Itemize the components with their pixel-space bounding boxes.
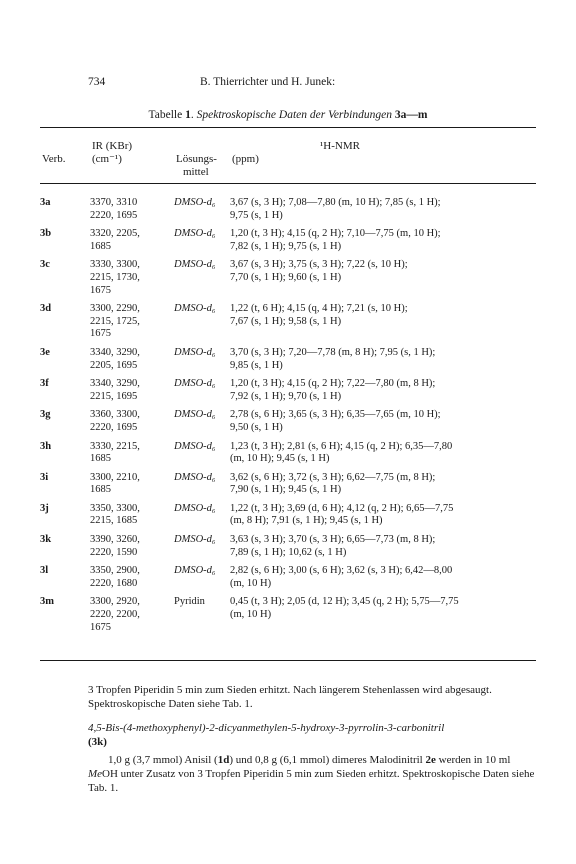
table-row [40, 441, 536, 472]
ir-values: 3370, 3310 2220, 1695 [90, 197, 138, 221]
solvent: Pyridin [174, 596, 205, 608]
nmr-values: 3,70 (s, 3 H); 7,20—7,78 (m, 8 H); 7,95 (s, 1 H); 9,85 (s, 1 H) [230, 346, 436, 371]
table-row [40, 565, 536, 596]
table-row [40, 596, 536, 640]
compound-heading [88, 721, 536, 749]
synthesis-text-1: 1,0 g (3,7 mmol) Anisil ( [108, 754, 218, 766]
nmr-values: 2,78 (s, 6 H); 3,65 (s, 3 H); 6,35—7,65 (m, 10 H); 9,50 (s, 1 H) [230, 409, 441, 433]
spectroscopy-table [40, 197, 536, 640]
ir-values: 3330, 2215, 1685 [90, 440, 140, 465]
synthesis-text-4: OH unter Zusatz von 3 Tropfen Piperidin 5 min zum Sieden erhitzt. Spektroskopische Daten siehe Tab. 1. [88, 768, 535, 794]
synthesis-text-2: ) und 0,8 g (6,1 mmol) dimeres Malodinitril [229, 754, 426, 766]
compound-id: 3k [40, 534, 52, 546]
ir-values: 3350, 3300, 2215, 1685 [90, 502, 140, 527]
ir-values: 3340, 3290, 2205, 1695 [90, 346, 140, 371]
nmr-values: 0,45 (t, 3 H); 2,05 (d, 12 H); 3,45 (q, 2 H); 5,75—7,75 (m, 10 H) [230, 596, 459, 621]
solvent-me: Me [88, 768, 103, 780]
synthesis-text-3: werden in 10 ml [435, 754, 511, 766]
col-head-nmr-2: (ppm) [232, 153, 259, 165]
compound-id: 3j [40, 502, 49, 514]
solvent: DMSO-d₆ [174, 471, 216, 483]
solvent: DMSO-d₆ [174, 346, 216, 358]
caption-dot: . [190, 109, 197, 121]
nmr-values: 3,62 (s, 6 H); 3,72 (s, 3 H); 6,62—7,75 (m, 8 H); 7,90 (s, 1 H); 9,45 (s, 1 H) [230, 471, 436, 496]
col-head-solvent-2: mittel [183, 166, 209, 178]
paragraph-procedure: 3 Tropfen Piperidin 5 min zum Sieden erhitzt. Nach längerem Stehenlassen wird abgesaugt. Spektroskopische Daten siehe Tab. 1. [88, 684, 492, 710]
nmr-values: 3,67 (s, 3 H); 7,08—7,80 (m, 10 H); 7,85 (s, 1 H); 9,75 (s, 1 H) [230, 197, 441, 221]
solvent: DMSO-d₆ [174, 502, 216, 514]
solvent: DMSO-d₆ [174, 409, 216, 421]
solvent: DMSO-d₆ [174, 197, 216, 208]
table-row [40, 503, 536, 534]
nmr-values: 2,82 (s, 6 H); 3,00 (s, 6 H); 3,62 (s, 3 H); 6,42—8,00 (m, 10 H) [230, 565, 453, 589]
table-row [40, 259, 536, 303]
paragraph-synthesis [88, 753, 536, 795]
col-head-nmr-1: ¹H-NMR [320, 140, 360, 152]
table-row [40, 378, 536, 409]
col-head-ir-1: IR (KBr) [92, 140, 133, 152]
compound-id: 3g [40, 409, 51, 421]
solvent: DMSO-d₆ [174, 228, 216, 240]
ir-values: 3300, 2920, 2220, 2200, 1675 [90, 596, 140, 633]
compound-id: 3m [40, 596, 54, 608]
nmr-values: 1,23 (t, 3 H); 2,81 (s, 6 H); 4,15 (q, 2 H); 6,35—7,80 (m, 10 H); 9,45 (s, 1 H) [230, 440, 453, 465]
compound-label: (3k) [88, 736, 107, 748]
ir-values: 3390, 3260, 2220, 1590 [90, 534, 140, 558]
compound-id: 3l [40, 565, 49, 577]
table-row [40, 472, 536, 503]
table-header-rule [40, 183, 536, 184]
nmr-values: 1,20 (t, 3 H); 4,15 (q, 2 H); 7,22—7,80 (m, 8 H); 7,92 (s, 1 H); 9,70 (s, 1 H) [230, 378, 436, 402]
ir-values: 3350, 2900, 2220, 1680 [90, 565, 140, 589]
ir-values: 3330, 3300, 2215, 1730, 1675 [90, 259, 140, 296]
ir-values: 3360, 3300, 2220, 1695 [90, 409, 140, 433]
caption-number: 1 [185, 109, 191, 121]
table-row [40, 197, 536, 228]
nmr-values: 1,22 (t, 3 H); 3,69 (d, 6 H); 4,12 (q, 2 H); 6,65—7,75 (m, 8 H); 7,91 (s, 1 H); 9,45 (s, 1 H) [230, 502, 454, 527]
table-row [40, 228, 536, 259]
compound-id: 3d [40, 303, 52, 315]
compound-id: 3f [40, 378, 49, 390]
table-row [40, 534, 536, 565]
compound-id: 3c [40, 259, 50, 271]
col-head-verb: Verb. [42, 153, 66, 165]
solvent: DMSO-d₆ [174, 378, 216, 390]
table-row [40, 347, 536, 378]
compound-id: 3e [40, 346, 50, 358]
compound-id: 3h [40, 440, 52, 452]
page-number: 734 [88, 76, 106, 88]
compound-name: 4,5-Bis-(4-methoxyphenyl)-2-dicyanmethylen-5-hydroxy-3-pyrrolin-3-carbonitril [88, 722, 445, 734]
solvent: DMSO-d₆ [174, 440, 216, 452]
nmr-values: 3,67 (s, 3 H); 3,75 (s, 3 H); 7,22 (s, 10 H); 7,70 (s, 1 H); 9,60 (s, 1 H) [230, 259, 408, 283]
nmr-values: 1,20 (t, 3 H); 4,15 (q, 2 H); 7,10—7,75 (m, 10 H); 7,82 (s, 1 H); 9,75 (s, 1 H) [230, 228, 441, 252]
solvent: DMSO-d₆ [174, 534, 216, 546]
caption-prefix: Tabelle [148, 109, 186, 121]
nmr-values: 1,22 (t, 6 H); 4,15 (q, 4 H); 7,21 (s, 10 H); 7,67 (s, 1 H); 9,58 (s, 1 H) [230, 303, 408, 327]
compound-ref-1d: 1d [217, 754, 230, 766]
compound-id: 3i [40, 471, 49, 483]
caption-range: 3a—m [394, 109, 428, 121]
ir-values: 3300, 2210, 1685 [90, 471, 140, 496]
ir-values: 3320, 2205, 1685 [90, 228, 140, 252]
compound-ref-2e: 2e [425, 754, 436, 766]
solvent: DMSO-d₆ [174, 565, 216, 577]
table-bottom-rule [40, 660, 536, 661]
compound-id: 3a [40, 197, 51, 208]
table-row [40, 409, 536, 440]
table-row [40, 303, 536, 347]
table-top-rule [40, 127, 536, 128]
compound-id: 3b [40, 228, 52, 240]
caption-title: Spektroskopische Daten der Verbindungen [196, 109, 395, 121]
ir-values: 3340, 3290, 2215, 1695 [90, 378, 140, 402]
table-caption [40, 109, 536, 121]
col-head-ir-2: (cm⁻¹) [92, 153, 122, 165]
ir-values: 3300, 2290, 2215, 1725, 1675 [90, 303, 140, 340]
solvent: DMSO-d₆ [174, 259, 216, 271]
solvent: DMSO-d₆ [174, 303, 216, 315]
running-head: B. Thierrichter und H. Junek: [200, 76, 336, 88]
nmr-values: 3,63 (s, 3 H); 3,70 (s, 3 H); 6,65—7,73 (m, 8 H); 7,89 (s, 1 H); 10,62 (s, 1 H) [230, 534, 436, 558]
col-head-solvent-1: Lösungs- [176, 153, 217, 165]
